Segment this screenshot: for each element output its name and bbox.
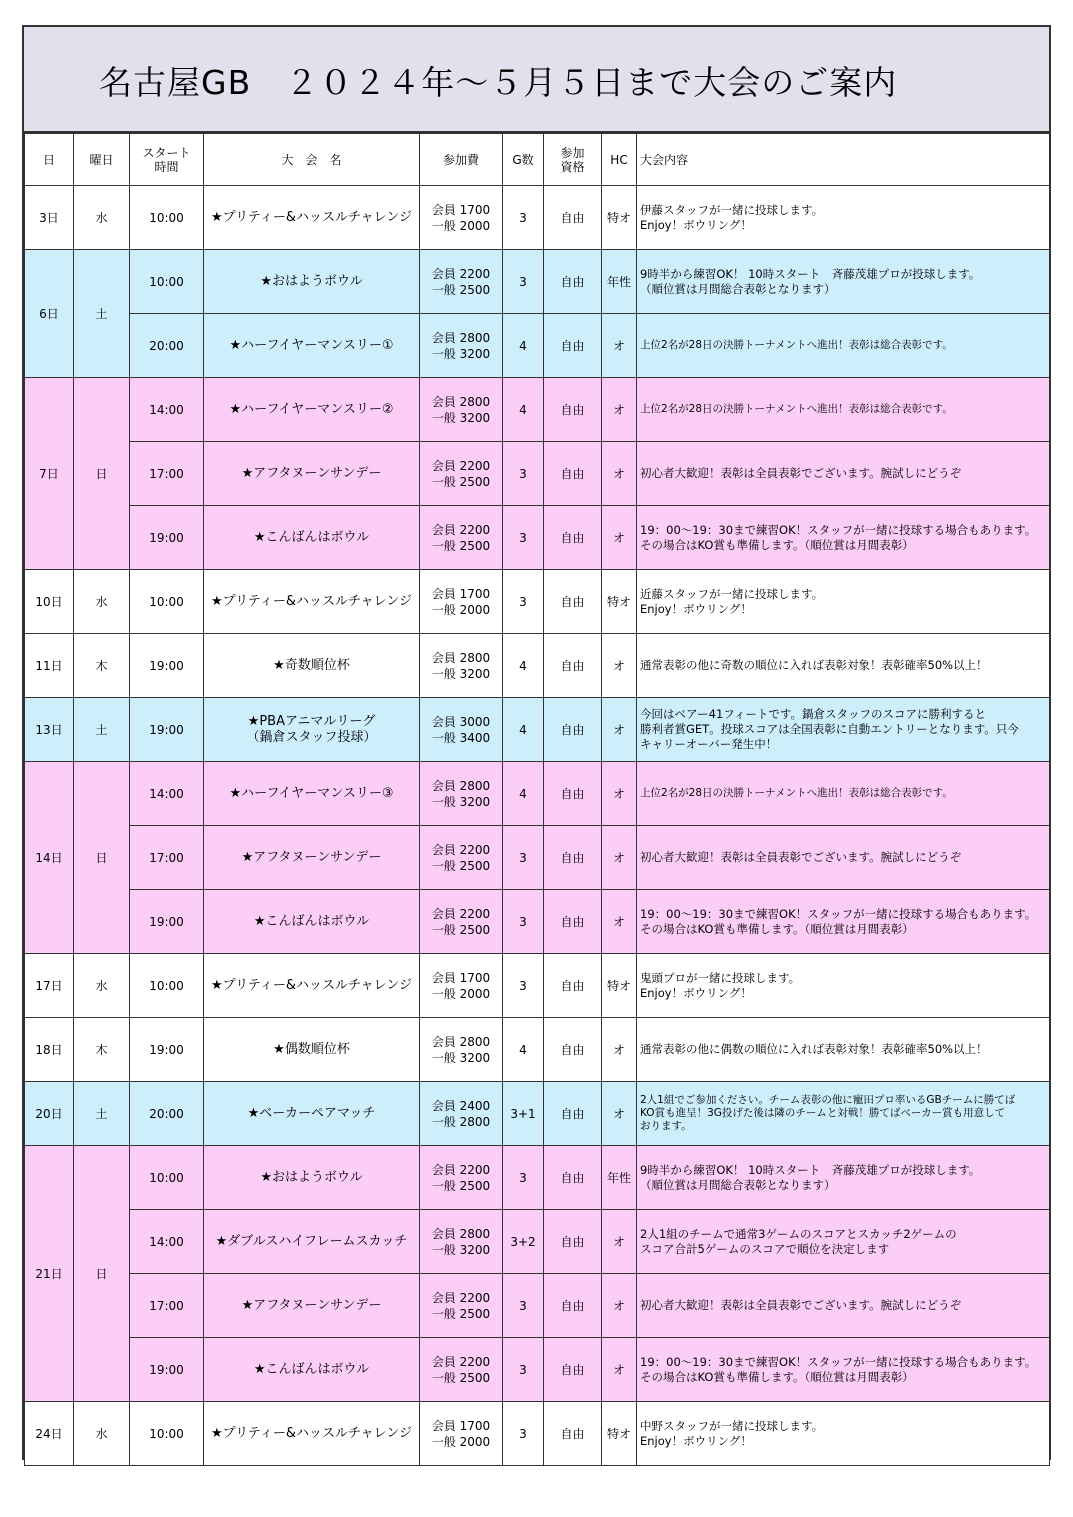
cell-fee <box>420 1402 503 1466</box>
header-weekday: 曜日 <box>74 134 130 186</box>
fee-general: 一般 2500 <box>431 1370 491 1385</box>
cell-hc: オ <box>602 1338 637 1402</box>
cell-content: 9時半から練習OK！ 10時スタート 斉藤茂雄プロが投球します。 （順位賞は月間総合表彰となります） <box>637 1146 1050 1210</box>
cell-eligibility: 自由 <box>544 1338 602 1402</box>
cell-name: ★ハーフイヤーマンスリー① <box>204 314 420 378</box>
cell-fee <box>420 826 503 890</box>
cell-games: 3 <box>503 826 544 890</box>
table-row <box>25 762 1050 826</box>
fee-general: 一般 2000 <box>431 218 491 233</box>
table-row <box>25 570 1050 634</box>
cell-fee <box>420 570 503 634</box>
cell-name: ★プリティー&ハッスルチャレンジ <box>204 954 420 1018</box>
cell-hc: 特オ <box>602 1402 637 1466</box>
cell-time: 17:00 <box>130 826 204 890</box>
cell-day: 17日 <box>25 954 74 1018</box>
cell-games: 3 <box>503 1402 544 1466</box>
cell-hc: オ <box>602 826 637 890</box>
cell-eligibility: 自由 <box>544 1210 602 1274</box>
cell-name: ★アフタヌーンサンデー <box>204 826 420 890</box>
cell-fee <box>420 1274 503 1338</box>
cell-content: 9時半から練習OK！ 10時スタート 斉藤茂雄プロが投球します。 （順位賞は月間総合表彰となります） <box>637 250 1050 314</box>
cell-time: 10:00 <box>130 186 204 250</box>
cell-name: ★プリティー&ハッスルチャレンジ <box>204 570 420 634</box>
cell-content: 19：00～19：30まで練習OK！スタッフが一緒に投球する場合もあります。 その場合はKO賞も準備します。（順位賞は月間表彰） <box>637 506 1050 570</box>
table-row <box>25 442 1050 506</box>
table-row <box>25 1274 1050 1338</box>
cell-name: ★おはようボウル <box>204 250 420 314</box>
cell-eligibility: 自由 <box>544 1402 602 1466</box>
cell-eligibility: 自由 <box>544 762 602 826</box>
fee-general: 一般 2000 <box>431 602 491 617</box>
cell-games: 4 <box>503 698 544 762</box>
table-row <box>25 1210 1050 1274</box>
cell-day: 10日 <box>25 570 74 634</box>
cell-name: ★プリティー&ハッスルチャレンジ <box>204 186 420 250</box>
cell-time: 14:00 <box>130 378 204 442</box>
table-row <box>25 698 1050 762</box>
cell-hc: 年性 <box>602 250 637 314</box>
header-day: 日 <box>25 134 74 186</box>
cell-time: 20:00 <box>130 1082 204 1146</box>
fee-member: 会員 3000 <box>431 714 491 729</box>
cell-games: 3 <box>503 1146 544 1210</box>
cell-eligibility: 自由 <box>544 1018 602 1082</box>
cell-eligibility: 自由 <box>544 1146 602 1210</box>
cell-fee <box>420 890 503 954</box>
cell-eligibility: 自由 <box>544 698 602 762</box>
cell-content: 上位2名が28日の決勝トーナメントへ進出！表彰は総合表彰です。 <box>637 762 1050 826</box>
cell-content: 2人1組でご参加ください。チーム表彰の他に寵田プロ率いるGBチームに勝てば KO賞も進呈！3G投げた後は隣のチームと対戦！勝てばベーカー賞も用意して おります。 <box>637 1082 1050 1146</box>
page-title: 名古屋GB ２０２４年～５月５日まで大会のご案内 <box>99 63 898 102</box>
cell-games: 4 <box>503 634 544 698</box>
cell-eligibility: 自由 <box>544 250 602 314</box>
header-eligibility: 参加 資格 <box>544 134 602 186</box>
cell-games: 4 <box>503 314 544 378</box>
table-row <box>25 1018 1050 1082</box>
cell-content: 伊藤スタッフが一緒に投球します。 Enjoy！ボウリング！ <box>637 186 1050 250</box>
cell-time: 17:00 <box>130 442 204 506</box>
cell-games: 3 <box>503 442 544 506</box>
fee-member: 会員 2800 <box>431 1226 491 1241</box>
cell-day: 3日 <box>25 186 74 250</box>
header-hc: HC <box>602 134 637 186</box>
fee-member: 会員 2200 <box>431 266 491 281</box>
cell-name: ★PBAアニマルリーグ （鍋倉スタッフ投球） <box>204 698 420 762</box>
cell-fee <box>420 762 503 826</box>
fee-general: 一般 3200 <box>431 410 491 425</box>
cell-fee <box>420 698 503 762</box>
cell-hc: 特オ <box>602 186 637 250</box>
cell-time: 17:00 <box>130 1274 204 1338</box>
tournament-table <box>24 133 1050 1466</box>
cell-eligibility: 自由 <box>544 634 602 698</box>
fee-member: 会員 2200 <box>431 1162 491 1177</box>
cell-time: 19:00 <box>130 634 204 698</box>
cell-hc: オ <box>602 506 637 570</box>
cell-day: 18日 <box>25 1018 74 1082</box>
header-games: G数 <box>503 134 544 186</box>
fee-member: 会員 2800 <box>431 778 491 793</box>
cell-content: 近藤スタッフが一緒に投球します。 Enjoy！ボウリング！ <box>637 570 1050 634</box>
cell-day: 11日 <box>25 634 74 698</box>
cell-name: ★ハーフイヤーマンスリー③ <box>204 762 420 826</box>
table-row <box>25 1082 1050 1146</box>
cell-content: 上位2名が28日の決勝トーナメントへ進出！表彰は総合表彰です。 <box>637 378 1050 442</box>
cell-games: 4 <box>503 762 544 826</box>
fee-general: 一般 2800 <box>431 1114 491 1129</box>
cell-eligibility: 自由 <box>544 570 602 634</box>
table-body <box>25 186 1050 1466</box>
fee-member: 会員 2200 <box>431 842 491 857</box>
cell-games: 4 <box>503 378 544 442</box>
cell-name: ★こんばんはボウル <box>204 890 420 954</box>
cell-hc: オ <box>602 1082 637 1146</box>
fee-member: 会員 2200 <box>431 1354 491 1369</box>
header-name: 大 会 名 <box>204 134 420 186</box>
cell-eligibility: 自由 <box>544 378 602 442</box>
cell-content: 初心者大歓迎！表彰は全員表彰でございます。腕試しにどうぞ <box>637 1274 1050 1338</box>
cell-name: ★ベーカーペアマッチ <box>204 1082 420 1146</box>
fee-general: 一般 3200 <box>431 346 491 361</box>
cell-games: 3+2 <box>503 1210 544 1274</box>
header-start: スタート 時間 <box>130 134 204 186</box>
cell-hc: オ <box>602 698 637 762</box>
cell-eligibility: 自由 <box>544 506 602 570</box>
cell-day: 21日 <box>25 1146 74 1402</box>
cell-name: ★アフタヌーンサンデー <box>204 1274 420 1338</box>
cell-hc: オ <box>602 442 637 506</box>
cell-time: 10:00 <box>130 1402 204 1466</box>
cell-content: 2人1組のチームで通常3ゲームのスコアとスカッチ2ゲームの スコア合計5ゲームのスコアで順位を決定します <box>637 1210 1050 1274</box>
cell-name: ★偶数順位杯 <box>204 1018 420 1082</box>
fee-member: 会員 1700 <box>431 970 491 985</box>
cell-hc: オ <box>602 314 637 378</box>
fee-member: 会員 2200 <box>431 522 491 537</box>
cell-fee <box>420 314 503 378</box>
cell-time: 14:00 <box>130 762 204 826</box>
cell-games: 3 <box>503 890 544 954</box>
cell-hc: オ <box>602 890 637 954</box>
cell-fee <box>420 186 503 250</box>
fee-general: 一般 3200 <box>431 666 491 681</box>
cell-games: 3+1 <box>503 1082 544 1146</box>
cell-weekday: 日 <box>74 762 130 954</box>
cell-hc: オ <box>602 1210 637 1274</box>
cell-content: 19：00～19：30まで練習OK！スタッフが一緒に投球する場合もあります。 その場合はKO賞も準備します。（順位賞は月間表彰） <box>637 890 1050 954</box>
cell-name: ★アフタヌーンサンデー <box>204 442 420 506</box>
title-box <box>24 27 1049 133</box>
cell-hc: 特オ <box>602 954 637 1018</box>
fee-general: 一般 3200 <box>431 1050 491 1065</box>
fee-general: 一般 3200 <box>431 1242 491 1257</box>
cell-hc: オ <box>602 634 637 698</box>
cell-fee <box>420 1018 503 1082</box>
cell-weekday: 日 <box>74 378 130 570</box>
cell-eligibility: 自由 <box>544 954 602 1018</box>
fee-member: 会員 1700 <box>431 1418 491 1433</box>
cell-hc: 特オ <box>602 570 637 634</box>
cell-content: 鬼頭プロが一緒に投球します。 Enjoy！ボウリング！ <box>637 954 1050 1018</box>
cell-weekday: 土 <box>74 250 130 378</box>
cell-time: 10:00 <box>130 1146 204 1210</box>
cell-eligibility: 自由 <box>544 826 602 890</box>
fee-member: 会員 1700 <box>431 586 491 601</box>
fee-member: 会員 2400 <box>431 1098 491 1113</box>
cell-time: 10:00 <box>130 250 204 314</box>
fee-member: 会員 2200 <box>431 906 491 921</box>
table-row <box>25 250 1050 314</box>
cell-day: 14日 <box>25 762 74 954</box>
cell-content: 初心者大歓迎！表彰は全員表彰でございます。腕試しにどうぞ <box>637 442 1050 506</box>
cell-time: 19:00 <box>130 1018 204 1082</box>
table-row <box>25 954 1050 1018</box>
cell-time: 10:00 <box>130 954 204 1018</box>
header-row <box>25 134 1050 186</box>
cell-content: 通常表彰の他に奇数の順位に入れば表彰対象！表彰確率50%以上！ <box>637 634 1050 698</box>
cell-eligibility: 自由 <box>544 1274 602 1338</box>
cell-weekday: 土 <box>74 698 130 762</box>
cell-games: 3 <box>503 1274 544 1338</box>
table-row <box>25 1402 1050 1466</box>
fee-general: 一般 2500 <box>431 474 491 489</box>
cell-content: 通常表彰の他に偶数の順位に入れば表彰対象！表彰確率50%以上！ <box>637 1018 1050 1082</box>
table-row <box>25 378 1050 442</box>
cell-games: 3 <box>503 570 544 634</box>
cell-name: ★ダブルスハイフレームスカッチ <box>204 1210 420 1274</box>
fee-member: 会員 2200 <box>431 1290 491 1305</box>
fee-general: 一般 2500 <box>431 858 491 873</box>
cell-fee <box>420 250 503 314</box>
cell-fee <box>420 1338 503 1402</box>
fee-general: 一般 3400 <box>431 730 491 745</box>
cell-day: 7日 <box>25 378 74 570</box>
table-row <box>25 634 1050 698</box>
fee-general: 一般 2500 <box>431 1178 491 1193</box>
header-fee: 参加費 <box>420 134 503 186</box>
cell-time: 20:00 <box>130 314 204 378</box>
cell-day: 6日 <box>25 250 74 378</box>
fee-general: 一般 2500 <box>431 538 491 553</box>
table-row <box>25 186 1050 250</box>
cell-day: 24日 <box>25 1402 74 1466</box>
table-row <box>25 890 1050 954</box>
cell-fee <box>420 954 503 1018</box>
cell-eligibility: 自由 <box>544 890 602 954</box>
table-row <box>25 1338 1050 1402</box>
fee-general: 一般 2500 <box>431 1306 491 1321</box>
cell-fee <box>420 1082 503 1146</box>
cell-name: ★ハーフイヤーマンスリー② <box>204 378 420 442</box>
cell-games: 3 <box>503 506 544 570</box>
cell-games: 3 <box>503 954 544 1018</box>
cell-name: ★プリティー&ハッスルチャレンジ <box>204 1402 420 1466</box>
cell-time: 19:00 <box>130 698 204 762</box>
cell-weekday: 日 <box>74 1146 130 1402</box>
fee-general: 一般 3200 <box>431 794 491 809</box>
fee-general: 一般 2500 <box>431 282 491 297</box>
cell-hc: オ <box>602 1274 637 1338</box>
cell-time: 19:00 <box>130 506 204 570</box>
cell-fee <box>420 1146 503 1210</box>
cell-fee <box>420 634 503 698</box>
cell-hc: 年性 <box>602 1146 637 1210</box>
cell-content: 初心者大歓迎！表彰は全員表彰でございます。腕試しにどうぞ <box>637 826 1050 890</box>
fee-general: 一般 2000 <box>431 1434 491 1449</box>
cell-games: 3 <box>503 1338 544 1402</box>
cell-hc: オ <box>602 378 637 442</box>
fee-general: 一般 2500 <box>431 922 491 937</box>
cell-time: 19:00 <box>130 890 204 954</box>
cell-weekday: 水 <box>74 1402 130 1466</box>
cell-weekday: 水 <box>74 570 130 634</box>
cell-day: 20日 <box>25 1082 74 1146</box>
cell-games: 4 <box>503 1018 544 1082</box>
fee-member: 会員 2800 <box>431 394 491 409</box>
cell-eligibility: 自由 <box>544 442 602 506</box>
cell-name: ★こんばんはボウル <box>204 506 420 570</box>
table-row <box>25 506 1050 570</box>
cell-time: 19:00 <box>130 1338 204 1402</box>
cell-day: 13日 <box>25 698 74 762</box>
cell-name: ★おはようボウル <box>204 1146 420 1210</box>
cell-content: 今回はベアー41フィートです。鍋倉スタッフのスコアに勝利すると 勝利者賞GET。投球スコアは全国表彰に自動エントリーとなります。只今 キャリーオーバー発生中！ <box>637 698 1050 762</box>
cell-weekday: 木 <box>74 634 130 698</box>
table-row <box>25 826 1050 890</box>
cell-hc: オ <box>602 1018 637 1082</box>
cell-eligibility: 自由 <box>544 314 602 378</box>
cell-hc: オ <box>602 762 637 826</box>
cell-fee <box>420 506 503 570</box>
table-row <box>25 1146 1050 1210</box>
cell-time: 10:00 <box>130 570 204 634</box>
cell-games: 3 <box>503 250 544 314</box>
fee-member: 会員 1700 <box>431 202 491 217</box>
fee-member: 会員 2200 <box>431 458 491 473</box>
cell-weekday: 木 <box>74 1018 130 1082</box>
cell-games: 3 <box>503 186 544 250</box>
fee-member: 会員 2800 <box>431 650 491 665</box>
header-content: 大会内容 <box>637 134 1050 186</box>
cell-fee <box>420 1210 503 1274</box>
cell-name: ★奇数順位杯 <box>204 634 420 698</box>
cell-fee <box>420 442 503 506</box>
cell-fee <box>420 378 503 442</box>
fee-general: 一般 2000 <box>431 986 491 1001</box>
cell-eligibility: 自由 <box>544 186 602 250</box>
cell-weekday: 土 <box>74 1082 130 1146</box>
table-row <box>25 314 1050 378</box>
cell-content: 19：00～19：30まで練習OK！スタッフが一緒に投球する場合もあります。 その場合はKO賞も準備します。（順位賞は月間表彰） <box>637 1338 1050 1402</box>
schedule-sheet <box>22 25 1051 1460</box>
fee-member: 会員 2800 <box>431 1034 491 1049</box>
cell-content: 上位2名が28日の決勝トーナメントへ進出！表彰は総合表彰です。 <box>637 314 1050 378</box>
cell-content: 中野スタッフが一緒に投球します。 Enjoy！ボウリング！ <box>637 1402 1050 1466</box>
fee-member: 会員 2800 <box>431 330 491 345</box>
cell-eligibility: 自由 <box>544 1082 602 1146</box>
cell-name: ★こんばんはボウル <box>204 1338 420 1402</box>
cell-weekday: 水 <box>74 954 130 1018</box>
cell-weekday: 水 <box>74 186 130 250</box>
cell-time: 14:00 <box>130 1210 204 1274</box>
